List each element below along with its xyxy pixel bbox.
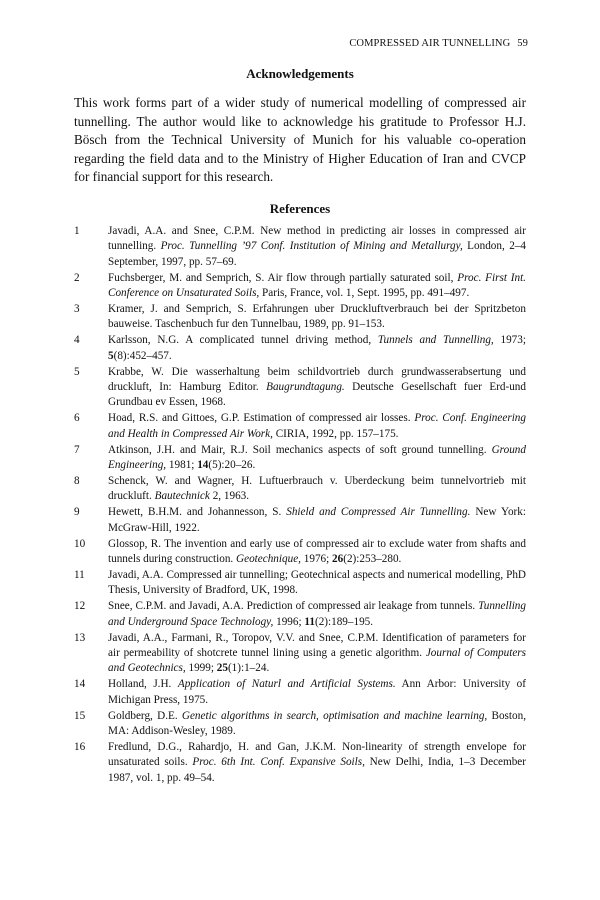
reference-italic-text: Application of Naturl and Artificial Systems. <box>177 678 396 691</box>
reference-number: 11 <box>74 568 85 581</box>
reference-italic-text: Proc. 6th Int. Conf. Expansive Soils, <box>192 756 365 769</box>
reference-number: 2 <box>74 271 80 284</box>
reference-text: Javadi, A.A., Farmani, R., Toropov, V.V. and Snee, C.P.M. Identification of parameters for air permeability of shotcrete tunnel lining using a genetic algorithm. <box>108 631 526 659</box>
reference-text: Schenck, W. and Wagner, H. Luftuerbrauch v. Uberdeckung beim tunnelvortrieb mit druckluft. <box>108 475 526 503</box>
reference-text: Javadi, A.A. and Snee, C.P.M. New method in predicting air losses in compressed air tunnelling. <box>108 225 526 253</box>
acknowledgements-heading: Acknowledgements <box>246 66 354 81</box>
reference-number: 5 <box>74 365 80 378</box>
references-heading: References <box>269 201 331 216</box>
reference-number: 3 <box>74 303 80 316</box>
reference-text: Kramer, J. and Semprich, S. Erfahrungen uber Druckluftverbrauch bei der Spritzbeton bauweise. Taschenbuch fur den Tunnelbau, 1989, pp. 91–153. <box>108 303 526 331</box>
reference-text: (2):253–280. <box>343 553 402 566</box>
reference-item <box>74 443 526 474</box>
reference-text: 1999; <box>185 662 217 675</box>
reference-text: 2, 1963. <box>209 490 250 503</box>
reference-text: (8):452–457. <box>113 349 172 362</box>
reference-text: Fuchsberger, M. and Semprich, S. Air flow through partially saturated soil, <box>108 271 458 284</box>
reference-text: Atkinson, J.H. and Mair, R.J. Soil mechanics aspects of soft ground tunnelling. <box>108 443 492 456</box>
reference-number: 6 <box>74 412 80 425</box>
reference-number: 12 <box>74 600 86 613</box>
reference-italic-text: Journal of Computers and Geotechnics, <box>108 646 526 675</box>
reference-item <box>74 740 526 786</box>
reference-volume: 5 <box>108 349 114 362</box>
reference-text: (2):189–195. <box>314 615 374 628</box>
reference-text: (5):20–26. <box>208 459 256 472</box>
reference-number: 13 <box>74 631 86 644</box>
reference-number: 7 <box>74 443 80 456</box>
reference-item <box>74 599 526 630</box>
reference-item <box>74 302 526 333</box>
reference-number: 9 <box>74 506 80 519</box>
running-header-title: COMPRESSED AIR TUNNELLING <box>349 38 511 49</box>
reference-item <box>74 537 526 568</box>
reference-item <box>74 505 526 536</box>
reference-italic-text: Proc. Tunnelling ’97 Conf. Institution of Mining and Metallurgy, <box>160 240 463 253</box>
reference-text: 1981; <box>166 459 198 472</box>
reference-text: Javadi, A.A. Compressed air tunnelling; Geotechnical aspects and numerical modelling, PhD Thesis, University of Bradford, UK, 1998. <box>108 568 526 597</box>
reference-text: (1):1–24. <box>227 662 270 675</box>
reference-italic-text: Geotechnique, <box>236 553 301 566</box>
reference-number: 8 <box>74 475 80 487</box>
reference-item <box>74 631 526 677</box>
reference-text: Hoad, R.S. and Gittoes, G.P. Estimation of compressed air losses. <box>108 412 415 425</box>
reference-text: Deutsche Gesellschaft fuer Erd-und Grundbau ev Essen, 1968. <box>108 381 526 409</box>
reference-item <box>74 365 526 411</box>
reference-text: 1996; <box>273 615 305 628</box>
reference-text: 1976; <box>300 553 333 566</box>
reference-volume: 25 <box>216 662 228 675</box>
reference-text: CIRIA, 1992, pp. 157–175. <box>272 427 399 440</box>
reference-text: Glossop, R. The invention and early use of compressed air to exclude water from shafts and tunnels during construction. <box>108 537 526 566</box>
reference-number: 10 <box>74 537 86 550</box>
reference-italic-text: Shield and Compressed Air Tunnelling. <box>286 506 471 519</box>
reference-list <box>74 224 526 787</box>
reference-italic-text: Proc. Conf. Engineering and Health in Compressed Air Work, <box>108 412 526 440</box>
reference-text: 1973; <box>493 334 526 347</box>
reference-text: Snee, C.P.M. and Javadi, A.A. Prediction of compressed air leakage from tunnels. <box>108 600 479 613</box>
reference-text: Hewett, B.H.M. and Johannesson, S. <box>108 506 287 519</box>
reference-item <box>74 224 526 270</box>
reference-text: Holland, J.H. <box>108 678 178 691</box>
reference-item <box>74 709 526 740</box>
reference-item <box>74 568 526 599</box>
reference-text: Karlsson, N.G. A complicated tunnel driving method, <box>108 334 378 347</box>
reference-volume: 14 <box>197 459 209 472</box>
reference-text: Ann Arbor: University of Michigan Press, 1975. <box>108 678 526 706</box>
reference-item <box>74 474 526 505</box>
reference-italic-text: Ground Engineering, <box>108 443 526 472</box>
running-header <box>349 38 528 49</box>
reference-text: Krabbe, W. Die wasserhaltung beim schildvortrieb durch grundwasserabsertung und druckluft, In: Hamburg Editor. <box>108 365 526 394</box>
reference-text: Boston, MA: Addison-Wesley, 1989. <box>108 709 526 737</box>
reference-italic-text: Tunnelling and Underground Space Technology, <box>108 600 526 628</box>
reference-item <box>74 271 526 302</box>
reference-item <box>74 411 526 442</box>
reference-text: Paris, France, vol. 1, Sept. 1995, pp. 491–497. <box>259 287 470 300</box>
reference-text: Goldberg, D.E. <box>108 709 182 722</box>
reference-volume: 26 <box>332 553 344 566</box>
reference-italic-text: Genetic algorithms in search, optimisation and machine learning, <box>181 709 488 722</box>
reference-text: New York: McGraw-Hill, 1922. <box>108 506 526 534</box>
reference-text: London, 2–4 September, 1997, pp. 57–69. <box>108 240 526 268</box>
reference-italic-text: Proc. First Int. Conference on Unsaturated Soils, <box>108 271 526 300</box>
page-number: 59 <box>517 38 528 49</box>
reference-number: 14 <box>74 678 86 691</box>
reference-italic-text: Baugrundtagung. <box>266 381 345 394</box>
reference-text: New Delhi, India, 1–3 December 1987, vol. 1, pp. 49–54. <box>108 756 527 784</box>
reference-number: 1 <box>74 225 80 237</box>
reference-number: 16 <box>74 740 86 753</box>
reference-number: 15 <box>74 709 86 722</box>
reference-italic-text: Tunnels and Tunnelling, <box>377 334 494 347</box>
acknowledgements-text: This work forms part of a wider study of numerical modelling of compressed air tunnelling. The author would like to acknowledge his gratitude to Professor H.J. Bösch from the Technical University of Munich for his valuable co-operation regarding the field data and to the Ministry of Higher Education of Iran and CVCP for financial support for this research. <box>74 95 526 185</box>
reference-volume: 11 <box>304 615 315 628</box>
reference-text: Fredlund, D.G., Rahardjo, H. and Gan, J.K.M. Non-linearity of strength envelope for unsaturated soils. <box>108 740 526 769</box>
reference-italic-text: Bautechnick <box>154 490 210 503</box>
reference-item <box>74 677 526 708</box>
reference-item <box>74 333 526 364</box>
reference-number: 4 <box>74 334 80 347</box>
